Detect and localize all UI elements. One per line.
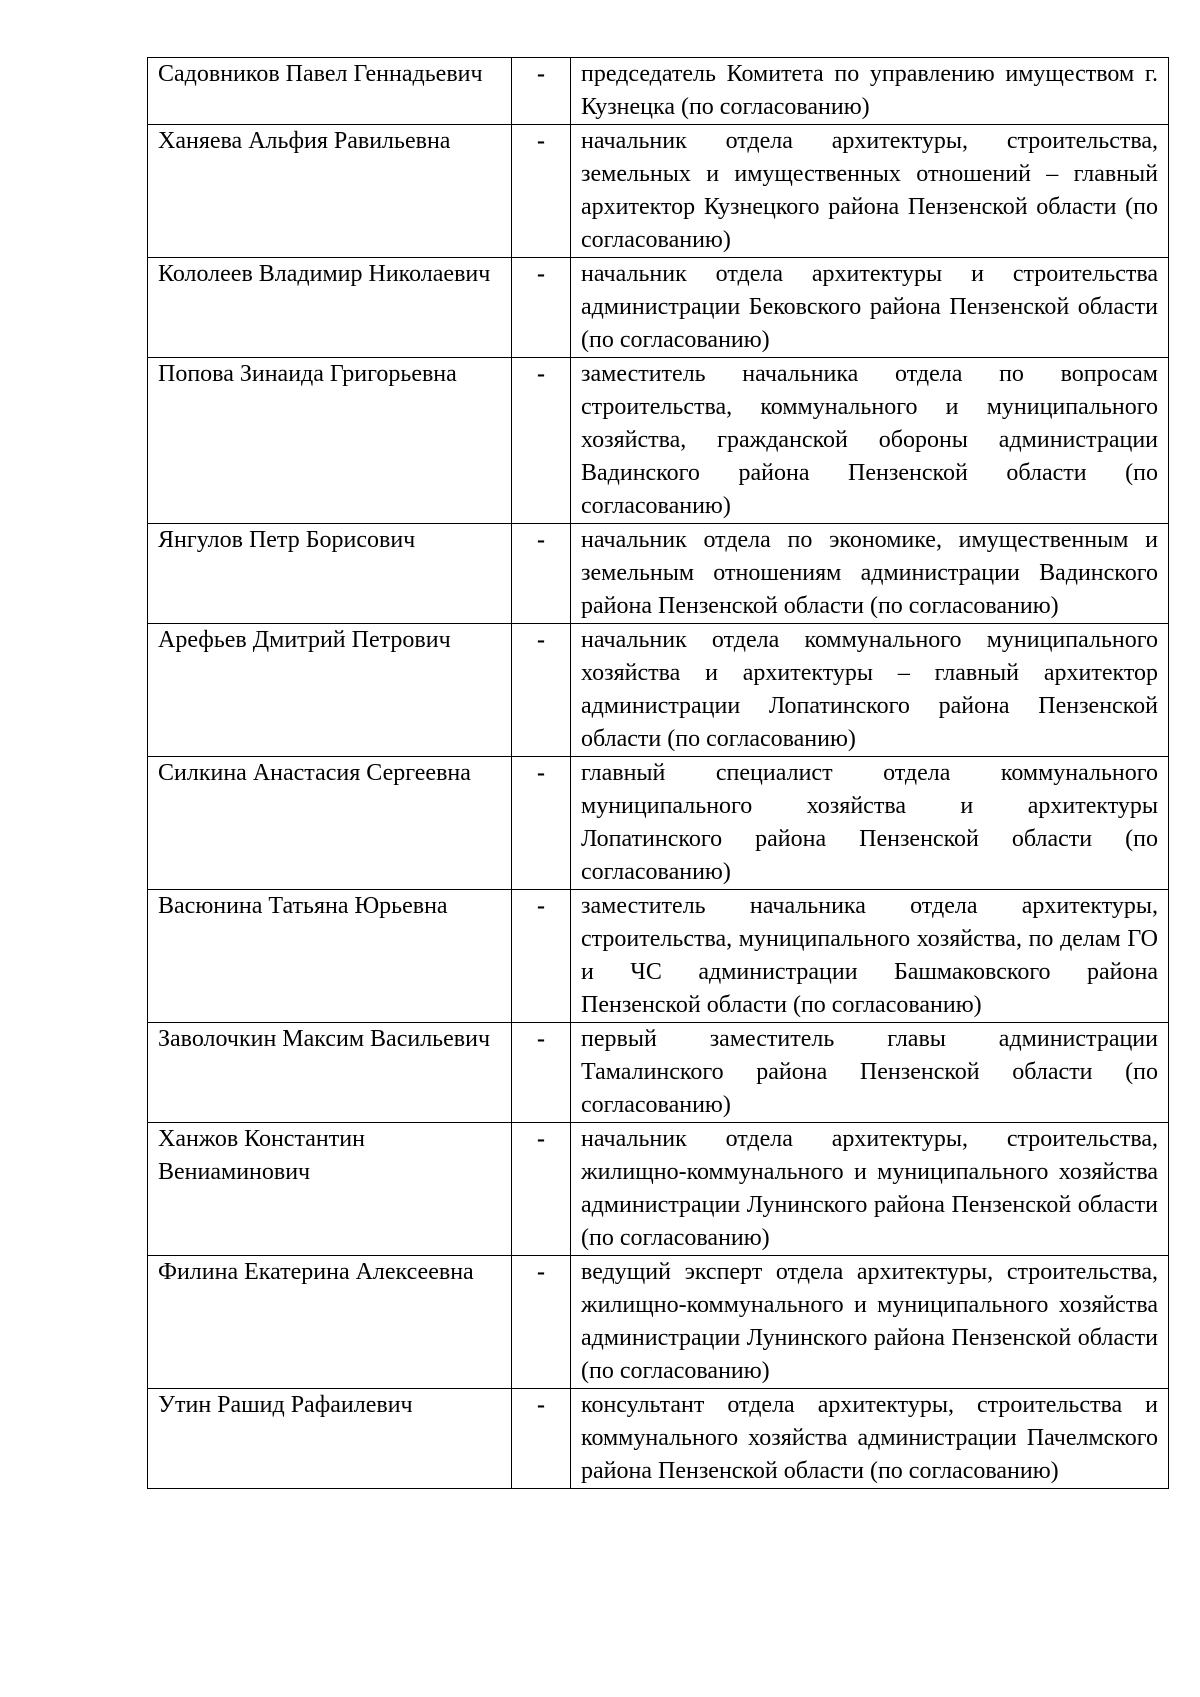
table-row bbox=[148, 58, 1169, 125]
table-row bbox=[148, 890, 1169, 1023]
member-name: Янгулов Петр Борисович bbox=[148, 524, 512, 624]
table-row bbox=[148, 524, 1169, 624]
table-row bbox=[148, 624, 1169, 757]
dash-separator: - bbox=[512, 1023, 571, 1123]
table-row bbox=[148, 258, 1169, 358]
table-row bbox=[148, 358, 1169, 524]
dash-separator: - bbox=[512, 624, 571, 757]
member-position: консультант отдела архитектуры, строительства и коммунального хозяйства администрации Пачелмского района Пензенской области (по согласованию) bbox=[571, 1389, 1169, 1489]
table-row bbox=[148, 1023, 1169, 1123]
member-position: начальник отдела по экономике, имущественным и земельным отношениям администрации Вадинского района Пензенской области (по согласованию) bbox=[571, 524, 1169, 624]
member-name: Ханяева Альфия Равильевна bbox=[148, 125, 512, 258]
dash-separator: - bbox=[512, 1389, 571, 1489]
member-position: начальник отдела коммунального муниципального хозяйства и архитектуры – главный архитектор администрации Лопатинского района Пензенской области (по согласованию) bbox=[571, 624, 1169, 757]
dash-separator: - bbox=[512, 258, 571, 358]
dash-separator: - bbox=[512, 890, 571, 1023]
member-position: заместитель начальника отдела по вопросам строительства, коммунального и муниципального хозяйства, гражданской обороны администрации Вадинского района Пензенской области (по согласованию) bbox=[571, 358, 1169, 524]
dash-separator: - bbox=[512, 358, 571, 524]
member-name: Филина Екатерина Алексеевна bbox=[148, 1256, 512, 1389]
member-position: председатель Комитета по управлению имуществом г. Кузнецка (по согласованию) bbox=[571, 58, 1169, 125]
member-name: Садовников Павел Геннадьевич bbox=[148, 58, 512, 125]
dash-separator: - bbox=[512, 1256, 571, 1389]
members-table-body bbox=[148, 58, 1169, 1489]
member-name: Попова Зинаида Григорьевна bbox=[148, 358, 512, 524]
table-row bbox=[148, 757, 1169, 890]
member-name: Кололеев Владимир Николаевич bbox=[148, 258, 512, 358]
dash-separator: - bbox=[512, 1123, 571, 1256]
member-name: Утин Рашид Рафаилевич bbox=[148, 1389, 512, 1489]
member-position: главный специалист отдела коммунального муниципального хозяйства и архитектуры Лопатинского района Пензенской области (по согласованию) bbox=[571, 757, 1169, 890]
dash-separator: - bbox=[512, 524, 571, 624]
dash-separator: - bbox=[512, 757, 571, 890]
member-position: ведущий эксперт отдела архитектуры, строительства, жилищно-коммунального и муниципального хозяйства администрации Лунинского района Пензенской области (по согласованию) bbox=[571, 1256, 1169, 1389]
table-row bbox=[148, 1256, 1169, 1389]
member-position: первый заместитель главы администрации Тамалинского района Пензенской области (по согласованию) bbox=[571, 1023, 1169, 1123]
member-name: Силкина Анастасия Сергеевна bbox=[148, 757, 512, 890]
member-position: заместитель начальника отдела архитектуры, строительства, муниципального хозяйства, по делам ГО и ЧС администрации Башмаковского района Пензенской области (по согласованию) bbox=[571, 890, 1169, 1023]
member-name: Заволочкин Максим Васильевич bbox=[148, 1023, 512, 1123]
member-name: Арефьев Дмитрий Петрович bbox=[148, 624, 512, 757]
member-name: Ханжов Константин Вениаминович bbox=[148, 1123, 512, 1256]
member-position: начальник отдела архитектуры, строительства, земельных и имущественных отношений – главный архитектор Кузнецкого района Пензенской области (по согласованию) bbox=[571, 125, 1169, 258]
dash-separator: - bbox=[512, 125, 571, 258]
dash-separator: - bbox=[512, 58, 571, 125]
table-row bbox=[148, 1389, 1169, 1489]
member-name: Васюнина Татьяна Юрьевна bbox=[148, 890, 512, 1023]
table-row bbox=[148, 1123, 1169, 1256]
member-position: начальник отдела архитектуры, строительства, жилищно-коммунального и муниципального хозяйства администрации Лунинского района Пензенской области (по согласованию) bbox=[571, 1123, 1169, 1256]
member-position: начальник отдела архитектуры и строительства администрации Бековского района Пензенской области (по согласованию) bbox=[571, 258, 1169, 358]
members-table bbox=[147, 57, 1169, 1489]
table-row bbox=[148, 125, 1169, 258]
